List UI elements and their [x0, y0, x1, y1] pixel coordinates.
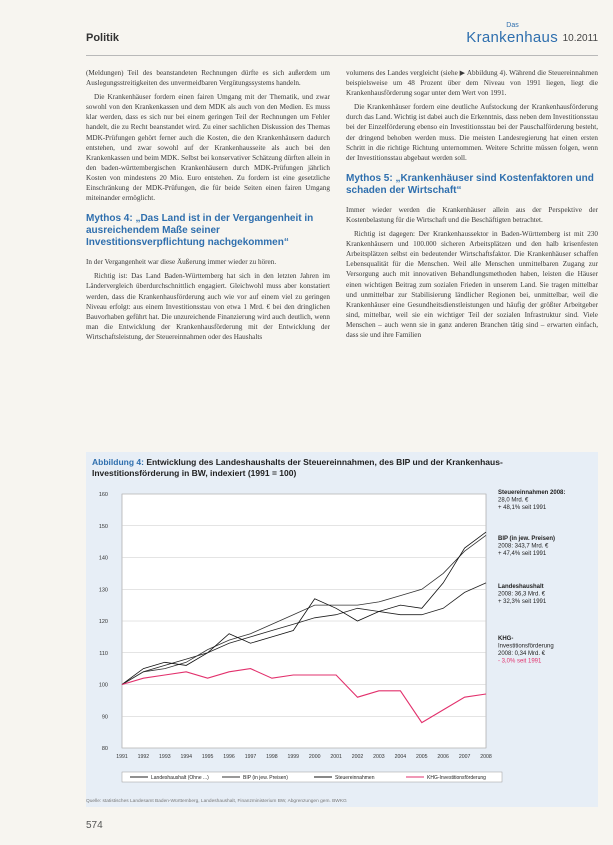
section-heading: Mythos 4: „Das Land ist in der Vergangenheit in ausreichendem Maße seiner Investitionsverpflichtung nachgekommen“	[86, 213, 314, 249]
series-annotation: 2008: 343,7 Mrd. €	[498, 543, 549, 550]
y-tick-label: 130	[98, 587, 108, 594]
section-heading: Mythos 5: „Krankenhäuser sind Kostenfaktoren und schaden der Wirtschaft“	[346, 172, 594, 196]
y-tick-label: 120	[98, 619, 108, 625]
paragraph: In der Vergangenheit war diese Äußerung immer wieder zu hören.	[86, 258, 277, 267]
series-annotation: - 3,0% seit 1991	[498, 658, 542, 665]
page-number: 574	[86, 820, 103, 831]
x-tick-label: 2002	[351, 754, 364, 760]
section-label: Politik	[86, 32, 120, 44]
x-tick-label: 1991	[116, 754, 128, 760]
x-tick-label: 2000	[308, 754, 321, 760]
series-annotation: + 32,3% seit 1991	[498, 599, 547, 605]
line-chart	[86, 480, 598, 797]
x-tick-label: 1999	[287, 754, 300, 760]
paragraph: Die Krankenhäuser fordern eine deutliche Aufstockung der Krankenhausförderung durch das Land. Wichtig ist dabei auch die Erkenntnis, dass neben dem Investitionsstau bei der Einzelförderung ebenso ein Investitionsstau bei der Pauschalförderung besteht, der dringend behoben werden muss. Die meisten Landesregierung hat einen ersten Schritt in die richtige Richtung unternommen. Weitere Schritte müssen folgen, wenn der Investitionsstau abgebaut werden soll.	[346, 103, 598, 162]
paragraph: Richtig ist: Das Land Baden-Württemberg hat sich in den letzten Jahren im Ländervergleich überdurchschnittlich engagiert. Gleichwohl muss aber konstatiert werden, dass die Krankenhausförderung auch wie vor auf einem viel zu geringen Niveau erfolgt: aus einem Investitionsstau von etwa 1 Mrd. € bei den dringlichen Bauvorhaben geführt hat. Die unzureichende Finanzierung wird auch deutlich, wenn man die Entwicklung der Krankenhausförderung mit der Entwicklung der Wirtschaftsleistung, der Steuereinnahmen oder des Haushalts	[86, 272, 330, 341]
x-tick-label: 1998	[266, 754, 278, 760]
figure-source-note: Quelle: statistisches Landesamt Baden-Württemberg, Landeshaushalt, Finanzministerium BW, Abgrenzungen gem. BWKG	[86, 799, 347, 804]
series-annotation: 28,0 Mrd. €	[498, 497, 529, 504]
x-tick-label: 2003	[373, 754, 385, 760]
legend-label: Landeshaushalt (Ohne ...)	[151, 775, 209, 781]
x-tick-label: 2004	[394, 754, 407, 760]
series-annotation: + 48,1% seit 1991	[498, 505, 547, 511]
x-tick-label: 1994	[180, 754, 193, 760]
series-annotation: Steuereinnahmen 2008:	[498, 490, 566, 496]
right-column	[346, 68, 598, 344]
x-tick-label: 2005	[415, 754, 428, 760]
paragraph: volumens des Landes vergleicht (siehe ▶ Abbildung 4). Während die Steuereinnahmen beispielsweise um 48 Prozent über dem Niveau von 1991 liegen, liegt die Krankenhausförderung sogar unter dem Wert von 1991.	[346, 69, 598, 98]
x-tick-label: 2006	[437, 754, 449, 760]
legend-label: KHG-Investitionsförderung	[427, 775, 486, 781]
series-annotation: BIP (in jew. Preisen)	[498, 536, 556, 542]
series-annotation: Landeshaushalt	[498, 584, 544, 590]
figure-title-text: Entwicklung des Landeshaushalts der Steuereinnahmen, des BIP und der Krankenhaus-Investitionsförderung in BW, indexiert (1991 = 100)	[92, 457, 503, 478]
y-tick-label: 150	[98, 523, 108, 530]
series-annotation: + 47,4% seit 1991	[498, 551, 547, 557]
x-tick-label: 2007	[458, 754, 471, 760]
figure-4	[86, 452, 598, 807]
y-tick-label: 110	[99, 650, 108, 657]
issue-number: 10.2011	[562, 33, 598, 44]
y-tick-label: 160	[98, 492, 108, 498]
y-tick-label: 100	[98, 682, 108, 689]
paragraph: (Meldungen) Teil des beanstandeten Rechnungen dürfte es sich außerdem um Auslegungsstreitigkeiten des unvermeidbaren Vergütungssystems handeln.	[86, 69, 330, 88]
series-annotation: 2008: 36,3 Mrd. €	[498, 591, 546, 598]
series-annotation: KHG-	[498, 636, 514, 642]
paragraph: Immer wieder werden die Krankenhäuser allein aus der Perspektive der Kostenbelastung für die Wirtschaft und die Beschäftigten betrachtet.	[346, 205, 598, 224]
figure-title	[92, 457, 582, 479]
paragraph: Die Krankenhäuser fordern einen fairen Umgang mit der Thematik, und zwar sowohl von den Krankenkassen und dem MDK als auch von den Medien. Es muss klar werden, dass es sich nur bei einem geringen Teil der Rechnungen um Fehler handelt, die zu Recht beanstandet wird. Zu einer sachlichen Diskussion des Themas MDK-Prüfungen gehört ferner auch die Kosten, die den Krankenhäusern dadurch entstehen, und zwar sowohl auf der Krankenhausseite als auch bei den Krankenkassen und beim MDK. Selbst bei konservativer Schätzung dürften allein in den baden-württembergischen Krankenhäusern durch MDK-Prüfungen jährlich Kosten von mindestens 20 Mio. Euro entstehen. Zu fordern ist eine gesetzliche Einschränkung der MDK-Prüfungen, die für beide Seiten einen fairen Umgang miteinander ermöglicht.	[86, 93, 330, 203]
series-annotation: Investitionsförderung	[498, 643, 554, 650]
legend-label: BIP (in jew. Preisen)	[243, 775, 288, 781]
y-tick-label: 140	[98, 555, 108, 562]
magazine-logo	[466, 22, 558, 47]
logo-main-text: Krankenhaus	[466, 29, 558, 46]
x-tick-label: 1992	[137, 754, 150, 760]
page-header	[86, 22, 598, 52]
figure-label: Abbildung 4:	[92, 457, 144, 467]
series-annotation: 2008: 0,34 Mrd. €	[498, 651, 546, 657]
logo-small-text: Das	[506, 22, 519, 29]
y-tick-label: 80	[101, 746, 108, 752]
x-tick-label: 1996	[223, 754, 235, 760]
paragraph: Richtig ist dagegen: Der Krankenhaussektor in Baden-Württemberg ist mit 230 Krankenhäusern und 100.000 sicheren Arbeitsplätzen und den halb krisenfesten Arbeitsplätzen selbst ein bedeutender Wirtschaftsfaktor. Die Krankenhäuser schaffen Lebensqualität für die Menschen. Weil alle Menschen unmittelbaren Zugang zur Versorgung auch mit innovativen Behandlungsmethoden haben, leisten die Häuser einen wichtigen Beitrag zum sozialen Frieden in unserem Land. Sie tragen mittelbar und unmittelbar zur Stabilisierung ländlicher Regionen bei, unmittelbar, weil die Krankenhäuser eine Gesundheitsdienstleistungen und häufig der größter Arbeitgeber sind, mittelbar, weil sie ein wichtiger Teil der sozialen Infrastruktur sind. Viele Menschen – auch wenn sie in ganz anderen Branchen tätig sind – erwarten einfach, dass sie und ihre Familien	[346, 230, 598, 339]
y-tick-label: 90	[101, 714, 108, 721]
left-column	[86, 68, 330, 346]
x-tick-label: 2008	[480, 754, 492, 760]
x-tick-label: 1997	[244, 754, 257, 760]
legend-label: Steuereinnahmen	[335, 775, 375, 781]
x-tick-label: 1995	[201, 754, 214, 760]
x-tick-label: 2001	[330, 754, 342, 760]
x-tick-label: 1993	[159, 754, 171, 760]
header-rule	[86, 55, 598, 56]
